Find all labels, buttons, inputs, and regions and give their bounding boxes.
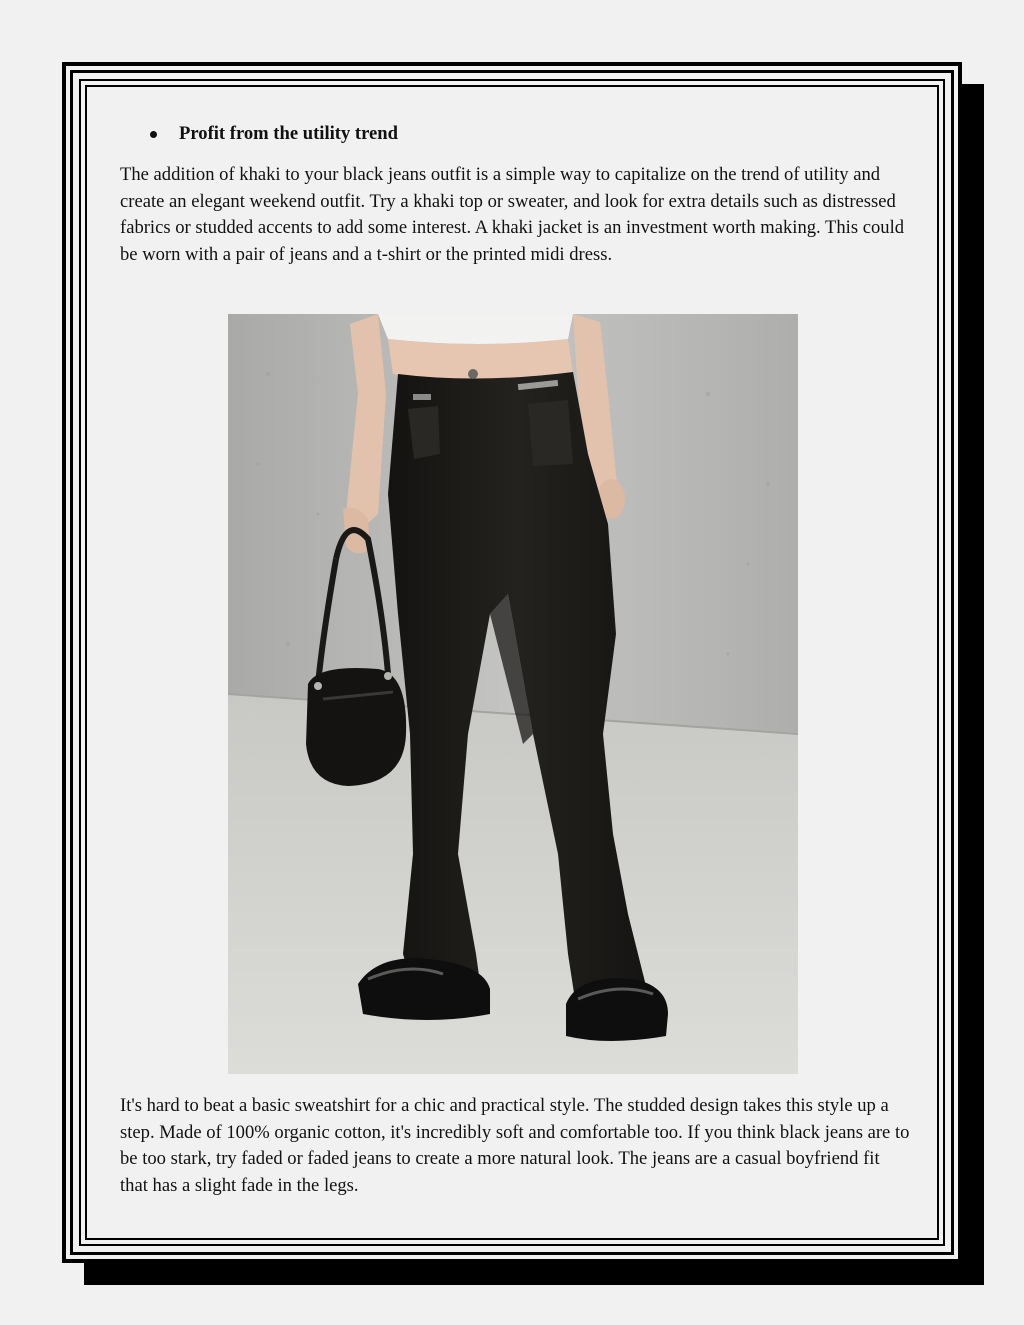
heading-text: Profit from the utility trend — [179, 122, 398, 144]
paragraph: The addition of khaki to your black jeans outfit is a simple way to capitalize on the trend of utility and create an elegant weekend outfit. Try a khaki top or sweater, and look for extra details such as distressed fabrics or studded accents to add some interest. A khaki jacket is an investment worth making. This could be worn with a pair of jeans and a t-shirt or the printed midi dress. — [120, 164, 905, 265]
outfit-illustration — [228, 314, 798, 1074]
bullet-icon — [150, 131, 157, 138]
jeans-outfit-photo — [228, 314, 798, 1074]
article-content — [120, 118, 910, 268]
paragraph: It's hard to beat a basic sweatshirt for a chic and practical style. The studded design takes this style up a step. Made of 100% organic cotton, it's incredibly soft and comfortable too. If you think black jeans are to be too stark, try faded or faded jeans to create a more natural look. The jeans are a casual boyfriend fit that has a slight fade in the legs. — [120, 1095, 910, 1196]
section-heading — [150, 118, 910, 150]
